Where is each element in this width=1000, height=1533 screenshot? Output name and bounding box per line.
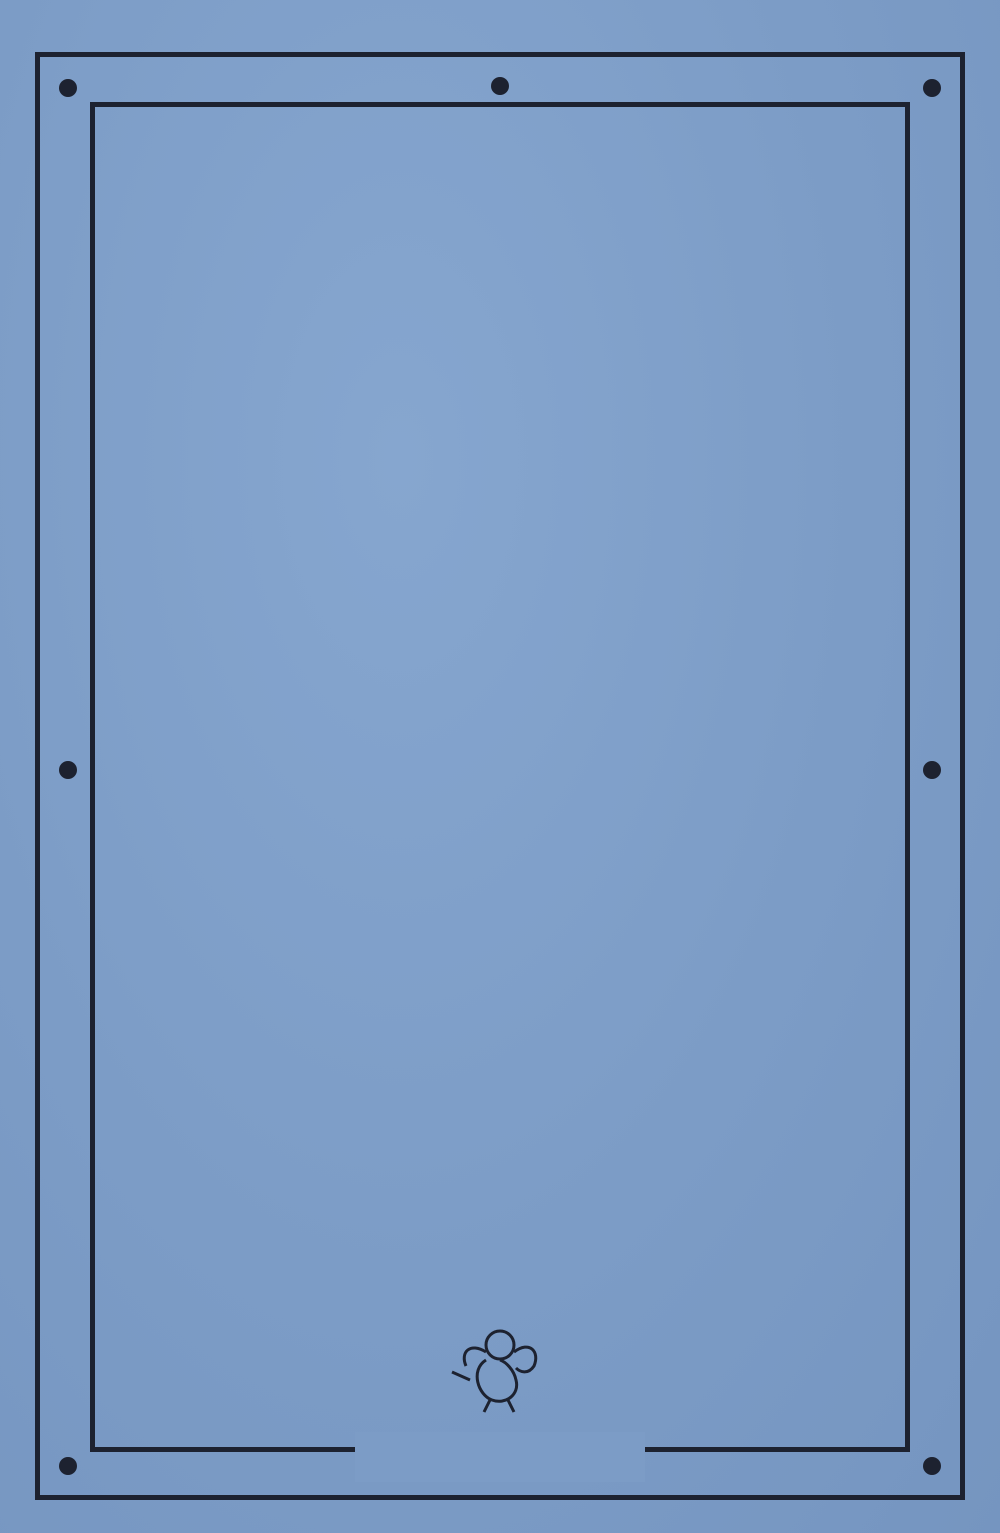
cherub-logo-icon [452, 1331, 536, 1412]
rosette-ornament-icon [59, 77, 941, 1475]
publisher-band [355, 1432, 645, 1482]
